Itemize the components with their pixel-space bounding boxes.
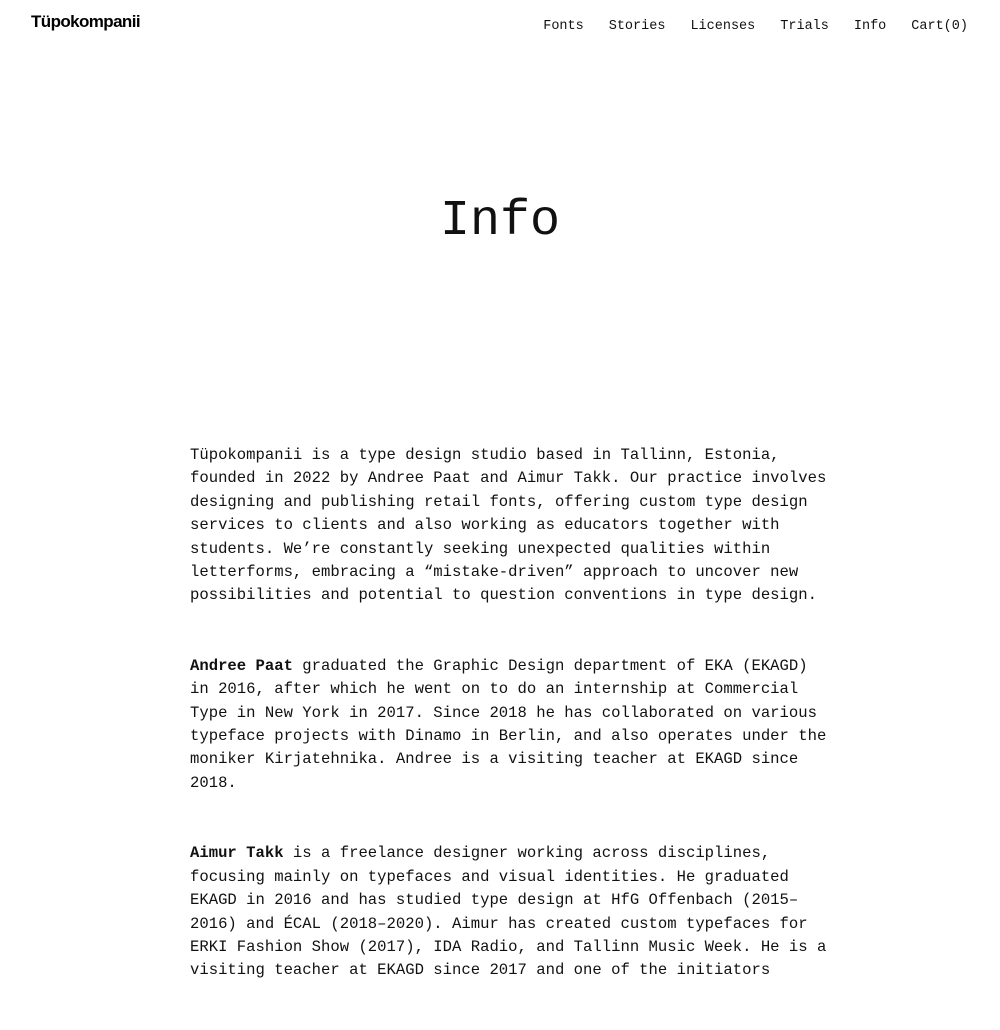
logo[interactable]: Tüpokompanii <box>31 12 140 31</box>
andree-name: Andree Paat <box>190 656 293 675</box>
nav-trials[interactable]: Trials <box>780 19 829 34</box>
nav-cart[interactable]: Cart(0) <box>911 19 968 34</box>
nav-info[interactable]: Info <box>853 19 887 34</box>
nav-fonts[interactable]: Fonts <box>543 19 584 34</box>
nav-licenses[interactable]: Licenses <box>690 19 756 34</box>
studio-intro: Tüpokompanii is a type design studio based in Tallinn, Estonia, founded in 2022 by Andree Paat and Aimur Takk. Our practice involves designing and publishing retail fonts, offering custom type design services to clients and also working as educators together with students. We’re constantly seeking unexpected qualities within letterforms, embracing a “mistake-driven” approach to uncover new possibilities and potential to question conventions in type design. <box>190 446 827 605</box>
page-title: Info <box>439 193 561 250</box>
aimur-name: Aimur Takk <box>190 844 284 863</box>
aimur-bio-paragraph <box>190 842 830 982</box>
aimur-bio: is a freelance designer working across disciplines, focusing mainly on typefaces and visual identities. He graduated EKAGD in 2016 and has studied type design at HfG Offenbach (2015–2016) and ÉCAL (2018–2020). Aimur has created custom typefaces for ERKI Fashion Show (2017), IDA Radio, and Tallinn Music Week. He is a visiting teacher at EKAGD since 2017 and one of the initiators <box>190 844 827 980</box>
andree-bio: graduated the Graphic Design department of EKA (EKAGD) in 2016, after which he went on to do an internship at Commercial Type in New York in 2017. Since 2018 he has collaborated on various typeface projects with Dinamo in Berlin, and also operates under the moniker Kirjatehnika. Andree is a visiting teacher at EKAGD since 2018. <box>190 656 827 792</box>
site-header <box>0 0 1000 52</box>
main-nav <box>543 19 968 34</box>
nav-stories[interactable]: Stories <box>608 19 666 34</box>
info-content <box>190 444 830 1030</box>
andree-bio-paragraph <box>190 655 830 795</box>
